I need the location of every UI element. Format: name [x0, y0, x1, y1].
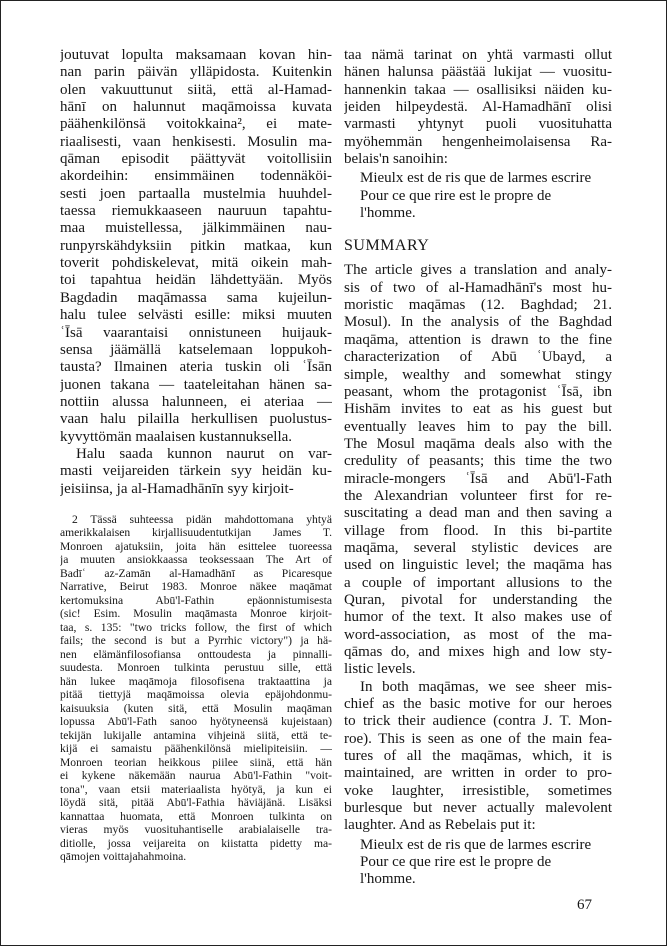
footnote-line: lopussa Abū'l-Fath sanoo hyötyneensä kujeistaan) [60, 715, 332, 729]
body-line: belais'n sanoihin: [344, 151, 448, 168]
body-line: kyvyttömän maalaisen kustannuksella. [60, 428, 293, 445]
footnote-line: ditiolle, jossa veijareita on kiistatta pidetty ma- [60, 836, 332, 850]
footnote-line: 2 Tässä suhteessa pidän mahdottomana yhtyä [72, 512, 332, 526]
summary-line: The Mosul maqāma deals also with the [344, 435, 612, 452]
body-line: nottiin alussa halunneen, ei ateriaa — [60, 393, 332, 410]
body-line: tausta? Ilmainen ateria tuskin oli ʿĪsān [60, 359, 332, 376]
body-line: toi tapahtua heidän lähdettyään. Myös [60, 272, 332, 289]
body-line: olen vakuuttunut siitä, että al-Hamad- [60, 81, 332, 98]
footnote-line: vieras myös vuosituhantiselle arabialaiselle tra- [60, 823, 332, 837]
body-line: Halu saada kunnon naurut on var- [76, 445, 332, 462]
footnote-line: kertomuksina Abū'l-Fathin epäonnistumisesta [60, 593, 332, 607]
body-line: sesti joen partaalla mustelmia huuhdel- [60, 185, 332, 202]
footnote-line: amerikkalaisen kirjallisuudentutkijan James T. [60, 526, 332, 540]
summary-line: In both maqāmas, we see sheer mis- [360, 678, 612, 695]
summary-line: miracle-mongers ʿĪsā and Abū'l-Fath [344, 470, 612, 487]
summary-line: eventually leaves him to pay the bill. [344, 418, 612, 435]
summary-line: tures of all the maqāmas, which, it is [344, 748, 612, 765]
footnote-line: löydä sitä, pitää Abū'l-Fathia häviäjänä. Lisäksi [60, 796, 332, 810]
summary-line: village from flood. In this bi-partite [344, 522, 612, 539]
quote-line: Mieulx est de ris que de larmes escrire [360, 170, 592, 187]
body-line: hannenkin takaa — osallisiksi näiden ku- [344, 81, 612, 98]
body-line: taa nämä tarinat on yhtä varmasti ollut [344, 47, 612, 63]
summary-line: peasant, whom the protagonist ʿĪsā, ibn [344, 383, 612, 400]
summary-heading: SUMMARY [344, 237, 430, 255]
summary-line: suscitating a dead man and then saving a [344, 505, 612, 522]
footnote-line: qāmojen voittajahahmoina. [60, 850, 187, 864]
quote-line: l'homme. [360, 205, 416, 222]
body-line: riaalisesti, vaan henkisesti. Mosulin ma- [60, 133, 332, 150]
summary-line: qāmas do, and mixes high and low sty- [344, 644, 612, 660]
summary-line: maintained, are written in order to pro- [344, 765, 612, 782]
footnote-line: ei kykene näkemään naurua Abū'l-Fathin "voit- [60, 769, 332, 783]
body-line: hānī on halunnut maqāmoissa kuvata [60, 99, 332, 116]
body-line: halu tulee selvästi esille: miksi muuten [60, 307, 332, 324]
body-line: sensa jäämällä katselemaan loppukoh- [60, 341, 332, 358]
summary-line: listic levels. [344, 661, 416, 678]
summary-line: word-association, as most of the ma- [344, 626, 612, 643]
body-line: juonen takana — taateleitahan hänen sa- [60, 376, 332, 393]
footnote-line: Narrative, Beirut 1983. Monroe näkee maqāmat [60, 580, 332, 594]
body-line: runpyrskähdyksiin pitkin matkaa, kun [60, 237, 332, 254]
left-column [60, 47, 332, 864]
rabelais-quote-1 [344, 170, 612, 222]
summary-line: Mosul). In the analysis of the Baghdad [344, 314, 612, 331]
footnote-line: Monroen teorian heikkous piilee siinä, että hän [60, 755, 332, 769]
quote-line: Pour ce que rire est le propre de [360, 187, 552, 204]
quote-line: Pour ce que rire est le propre de [360, 854, 552, 871]
summary-line: roe). This is seen as one of the main fea- [344, 730, 612, 747]
summary-line: Quran, pivotal for understanding the [344, 591, 612, 608]
summary-line: the Alexandrian volunteer first for re- [344, 487, 612, 504]
body-line: päähenkilönsä voitokkaina², ei mate- [60, 116, 332, 133]
right-column [344, 47, 612, 889]
body-line: ʿĪsā vaarantaisi onnistuneen huijauk- [60, 324, 332, 341]
footnote [60, 513, 332, 864]
summary-line: to trick their audience (contra J. T. Mon- [344, 713, 612, 730]
summary-line: simple, wealthy and somewhat stingy [344, 366, 612, 383]
left-body-paragraph-2 [60, 446, 332, 498]
summary-line: a couple of important allusions to the [344, 574, 612, 591]
footnote-line: nen elämänfilosofiansa onttoudesta ja pinnalli- [60, 647, 332, 661]
footnote-line: kijä ei samaistu päähenkilönsä mielipiteisiin. — [60, 742, 332, 756]
summary-line: credulity of peasants; this time the two [344, 453, 612, 470]
body-line: vaan halu pilailla herkullisen puolustus- [60, 411, 332, 428]
summary-line: maqāma, attention is drawn to the fine [344, 331, 612, 348]
body-line: varmasti yhtynyt puoli vuosituhatta [344, 116, 612, 133]
body-line: hänen halunsa päästää lukijat — vuositu- [344, 64, 612, 81]
summary-line: sis of two of al-Hamadhānī's most hu- [344, 279, 612, 296]
footnote-line: taa, s. 135: "two tricks follow, the first of which [60, 620, 332, 634]
footnote-line: hän lukee maqāmoja filosofisena traktaattina ja [60, 674, 332, 688]
footnote-line: tona", vaan etsii materiaalista hyötyä, ja kun ei [60, 782, 332, 796]
rabelais-quote-2 [344, 837, 612, 889]
footnote-line: ja muuten ansiokkaassa teoksessaan The Art of [60, 553, 332, 567]
body-line: jeisiinsa, ja al-Hamadhānīn syy kirjoit- [60, 480, 294, 497]
body-line: Bagdadin maqāmassa sama kujeilun- [60, 289, 332, 306]
footnote-line: tekijän lukijalle antamina vihjeinä siitä, että te- [60, 728, 332, 742]
body-line: taessa riemukkaaseen nauruun tapahtu- [60, 203, 332, 220]
footnote-line: (sic! Esim. Mosulin maqāmasta Monroe kirjoit- [60, 607, 332, 621]
summary-line: maqāma, several stylistic devices are [344, 539, 612, 556]
body-line: masti veijareiden tärkein syy heidän ku- [60, 463, 332, 480]
footnote-line: fails; the second is but a Pyrrhic victory") ja hä- [60, 634, 332, 648]
body-line: akordeihin: ensimmäinen todennäköi- [60, 168, 332, 185]
quote-line: l'homme. [360, 871, 416, 888]
summary-line: Hishām invites to eat as his guest but [344, 401, 612, 418]
quote-line: Mieulx est de ris que de larmes escrire [360, 836, 592, 853]
summary-line: used on linguistic level; the maqāma has [344, 557, 612, 574]
footnote-line: Badīʿ az-Zamān al-Hamadhānī as Picaresque [60, 566, 332, 580]
footnote-line: suudesta. Monroen tulkinta perustuu sille, että [60, 661, 332, 675]
summary-text [344, 262, 612, 678]
summary-line: laughter. And as Rebelais put it: [344, 817, 536, 834]
body-line: myöhemmän hengenheimolaisensa Ra- [344, 133, 612, 150]
footnote-line: pitää tiettyjä maqāmoissa olevia epäjohdonmu- [60, 688, 332, 702]
summary-line: humor of the text. It also makes use of [344, 609, 612, 626]
summary-line: moristic maqāmas (12. Baghdad; 21. [344, 297, 612, 314]
summary-line: characterization of Abū ʿUbayd, a [344, 349, 612, 366]
body-line: nan parin päivän ylläpidosta. Kuitenkin [60, 64, 332, 81]
body-line: maa muistellessa, jälkimmäinen nau- [60, 220, 332, 237]
footnote-line: kaisuuksia (kuten sitä, että Mosulin maqāman [60, 701, 332, 715]
page-number: 67 [577, 897, 592, 913]
footnote-line: Monroen ajatuksiin, joita hän esittelee tuoreessa [60, 539, 332, 553]
body-line: toverit pohdiskelevat, mitä oikein mah- [60, 255, 332, 272]
summary-line: The article gives a translation and analy- [344, 262, 612, 279]
summary-paragraph-2 [344, 679, 612, 835]
summary-line: chief as the basic motive for our heroes [344, 696, 612, 713]
right-intro-text [344, 47, 612, 168]
body-line: joutuvat lopulta maksamaan kovan hin- [60, 47, 332, 63]
left-body-text [60, 47, 332, 446]
summary-line: voke laughter, irresistible, sometimes [344, 782, 612, 799]
summary-line: burlesque but never actually malevolent [344, 800, 612, 817]
body-line: qāman episodit päättyvät voitollisiin [60, 151, 332, 168]
body-line: jeiden hilpeydestä. Al-Hamadhānī olisi [344, 99, 612, 116]
footnote-line: kannattaa huomata, että Monroen tulkinta on [60, 809, 332, 823]
